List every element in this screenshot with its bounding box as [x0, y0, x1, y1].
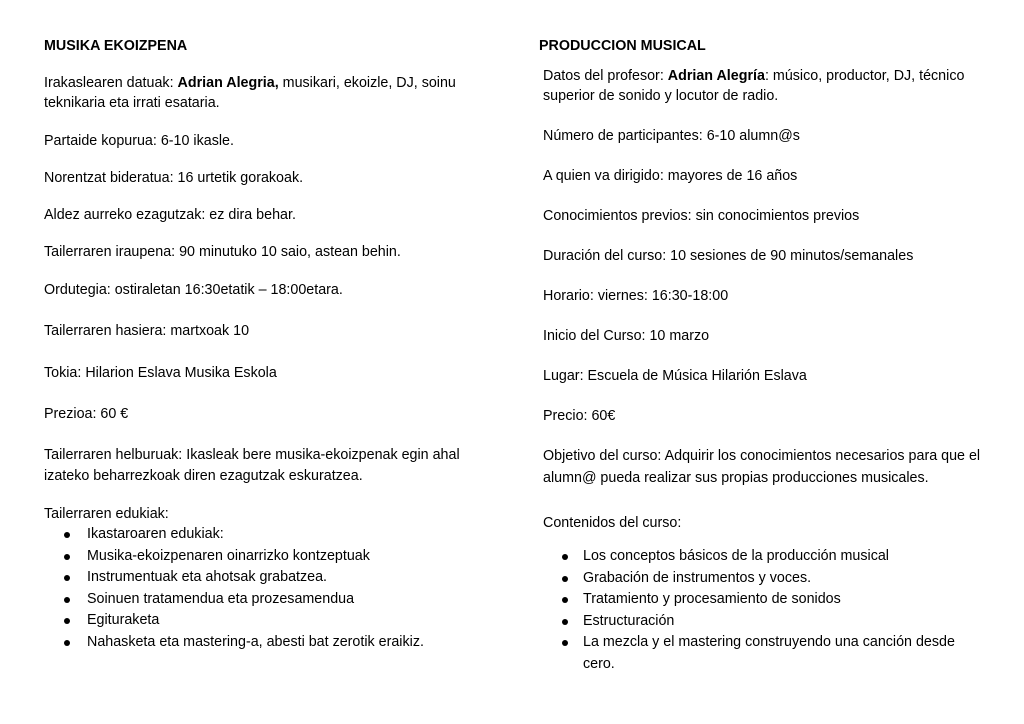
- schedule: Ordutegia: ostiraletan 16:30etatik – 18:00etara.: [44, 282, 343, 298]
- goal: Tailerraren helburuak: Ikasleak bere musika-ekoizpenak egin ahal izateko beharrezkoak diren ezagutzak eskuratzea.: [44, 447, 460, 484]
- teacher-name: Adrian Alegria,: [177, 75, 279, 91]
- bullet-icon: [562, 640, 568, 646]
- contents-list: [44, 524, 504, 654]
- start-date: Inicio del Curso: 10 marzo: [543, 328, 710, 344]
- teacher-label: Datos del profesor:: [543, 68, 668, 84]
- price: Prezioa: 60 €: [44, 406, 129, 422]
- teacher-name: Adrian Alegría: [667, 68, 765, 84]
- bullet-icon: [64, 640, 70, 646]
- start-date: Tailerraren hasiera: martxoak 10: [44, 323, 250, 339]
- teacher-label: Irakaslearen datuak:: [44, 75, 178, 91]
- prior-knowledge: Conocimientos previos: sin conocimientos previos: [543, 208, 860, 224]
- bullet-icon: [562, 597, 568, 603]
- list-item: Soinuen tratamendua eta prozesamendua: [44, 589, 504, 611]
- bullet-icon: [562, 619, 568, 625]
- bullet-icon: [64, 532, 70, 538]
- list-item: Tratamiento y procesamiento de sonidos: [543, 589, 963, 611]
- location: Lugar: Escuela de Música Hilarión Eslava: [543, 368, 807, 384]
- bullet-icon: [562, 554, 568, 560]
- participants: Número de participantes: 6-10 alumn@s: [543, 128, 800, 144]
- list-item: Estructuración: [543, 611, 963, 633]
- spanish-title: PRODUCCION MUSICAL: [539, 38, 706, 54]
- contents-label: Contenidos del curso:: [543, 515, 682, 531]
- list-item: Ikastaroaren edukiak:: [44, 524, 504, 546]
- teacher-description: : músico, productor, DJ, técnico superior de sonido y locutor de radio.: [543, 68, 965, 104]
- prior-knowledge: Aldez aurreko ezagutzak: ez dira behar.: [44, 207, 296, 223]
- contents-label: Tailerraren edukiak:: [44, 506, 169, 522]
- contents-list: [543, 546, 963, 676]
- bullet-icon: [64, 597, 70, 603]
- schedule: Horario: viernes: 16:30-18:00: [543, 288, 729, 304]
- basque-teacher-info: [44, 73, 504, 113]
- list-item: Grabación de instrumentos y voces.: [543, 568, 963, 590]
- list-item: Los conceptos básicos de la producción musical: [543, 546, 963, 568]
- goal: Objetivo del curso: Adquirir los conocimientos necesarios para que el alumn@ pueda realizar sus propias producciones musicales.: [543, 448, 981, 486]
- target-audience: A quien va dirigido: mayores de 16 años: [543, 168, 798, 184]
- list-item: Nahasketa eta mastering-a, abesti bat zerotik eraikiz.: [44, 632, 504, 654]
- price: Precio: 60€: [543, 408, 616, 424]
- list-item: Instrumentuak eta ahotsak grabatzea.: [44, 567, 504, 589]
- bullet-icon: [64, 575, 70, 581]
- duration: Tailerraren iraupena: 90 minutuko 10 saio, astean behin.: [44, 244, 401, 260]
- list-item: La mezcla y el mastering construyendo una canción desde cero.: [543, 632, 963, 675]
- list-item: Egituraketa: [44, 610, 504, 632]
- basque-title: MUSIKA EKOIZPENA: [44, 38, 188, 54]
- spanish-teacher-info: [543, 66, 973, 106]
- location: Tokia: Hilarion Eslava Musika Eskola: [44, 365, 277, 381]
- duration: Duración del curso: 10 sesiones de 90 minutos/semanales: [543, 248, 914, 264]
- list-item: Musika-ekoizpenaren oinarrizko kontzeptuak: [44, 546, 504, 568]
- target-audience: Norentzat bideratua: 16 urtetik gorakoak.: [44, 170, 304, 186]
- bullet-icon: [64, 618, 70, 624]
- bullet-icon: [562, 576, 568, 582]
- bullet-icon: [64, 554, 70, 560]
- teacher-description: musikari, ekoizle, DJ, soinu teknikaria eta irrati esataria.: [44, 75, 456, 111]
- participants: Partaide kopurua: 6-10 ikasle.: [44, 133, 234, 149]
